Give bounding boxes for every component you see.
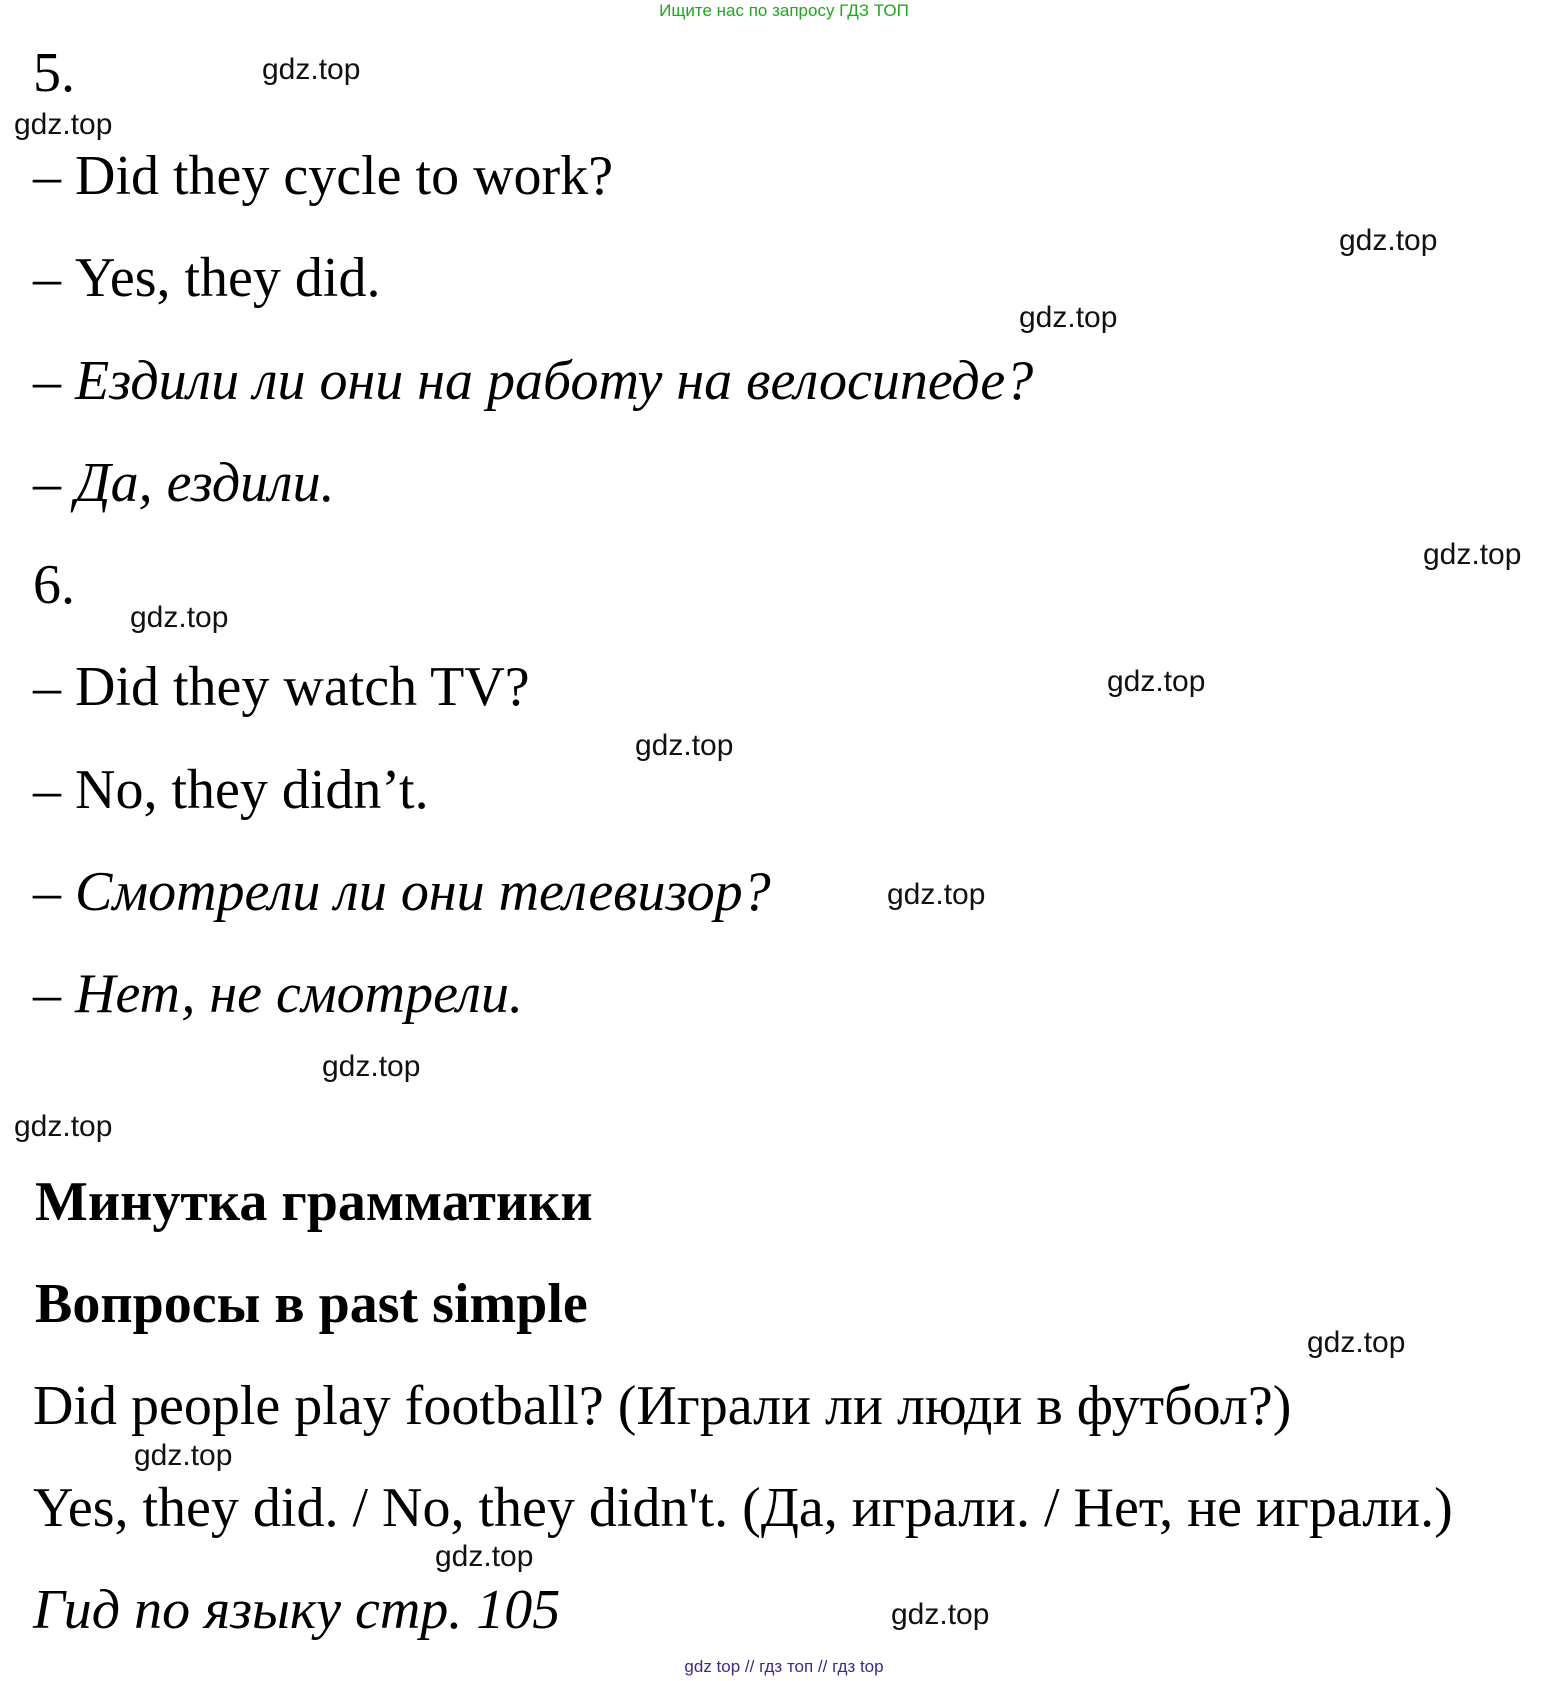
- line-text: Ездили ли они на работу на велосипеде?: [75, 350, 1034, 412]
- dash: –: [33, 452, 61, 514]
- exercise-6-line: [33, 656, 530, 718]
- line-text: No, they didn’t.: [75, 759, 429, 821]
- line-text: Нет, не смотрели.: [75, 963, 523, 1025]
- dash: –: [33, 861, 61, 923]
- watermark: gdz.top: [322, 1050, 421, 1083]
- dash: –: [33, 656, 61, 718]
- exercise-5-line: [33, 247, 381, 309]
- line-text: Смотрели ли они телевизор?: [75, 861, 771, 923]
- exercise-5-number: 5.: [33, 42, 75, 104]
- grammar-subtitle: Вопросы в past simple: [35, 1273, 588, 1335]
- grammar-title: Минутка грамматики: [35, 1171, 593, 1233]
- line-text: Да, ездили.: [75, 452, 335, 514]
- dash: –: [33, 145, 61, 207]
- exercise-6-line: [33, 759, 429, 821]
- watermark: gdz.top: [635, 729, 734, 762]
- watermark: gdz.top: [891, 1598, 990, 1631]
- line-text: Did they cycle to work?: [75, 145, 614, 207]
- footer-links: gdz top // гдз топ // гдз top: [684, 1657, 884, 1676]
- watermark: gdz.top: [14, 1110, 113, 1143]
- exercise-6-number: 6.: [33, 554, 75, 616]
- line-text: Yes, they did.: [75, 247, 381, 309]
- exercise-6-line: [33, 861, 771, 923]
- watermark: gdz.top: [1339, 224, 1438, 257]
- watermark: gdz.top: [1307, 1326, 1406, 1359]
- watermark: gdz.top: [134, 1439, 233, 1472]
- watermark: gdz.top: [887, 878, 986, 911]
- grammar-example-answers: Yes, they did. / No, they didn't. (Да, играли. / Нет, не играли.): [33, 1477, 1453, 1539]
- search-banner: Ищите нас по запросу ГДЗ ТОП: [659, 1, 909, 20]
- watermark: gdz.top: [130, 601, 229, 634]
- dash: –: [33, 350, 61, 412]
- exercise-6-line: [33, 963, 523, 1025]
- dash: –: [33, 963, 61, 1025]
- dash: –: [33, 247, 61, 309]
- watermark: gdz.top: [435, 1540, 534, 1573]
- dash: –: [33, 759, 61, 821]
- grammar-reference: Гид по языку стр. 105: [33, 1579, 561, 1641]
- exercise-5-line: [33, 145, 614, 207]
- line-text: Did they watch TV?: [75, 656, 530, 718]
- watermark: gdz.top: [1107, 665, 1206, 698]
- watermark: gdz.top: [14, 108, 113, 141]
- grammar-example-question: Did people play football? (Играли ли люди в футбол?): [33, 1375, 1292, 1437]
- exercise-5-line: [33, 452, 335, 514]
- watermark: gdz.top: [1019, 301, 1118, 334]
- watermark: gdz.top: [262, 53, 361, 86]
- exercise-5-line: [33, 350, 1034, 412]
- watermark: gdz.top: [1423, 538, 1522, 571]
